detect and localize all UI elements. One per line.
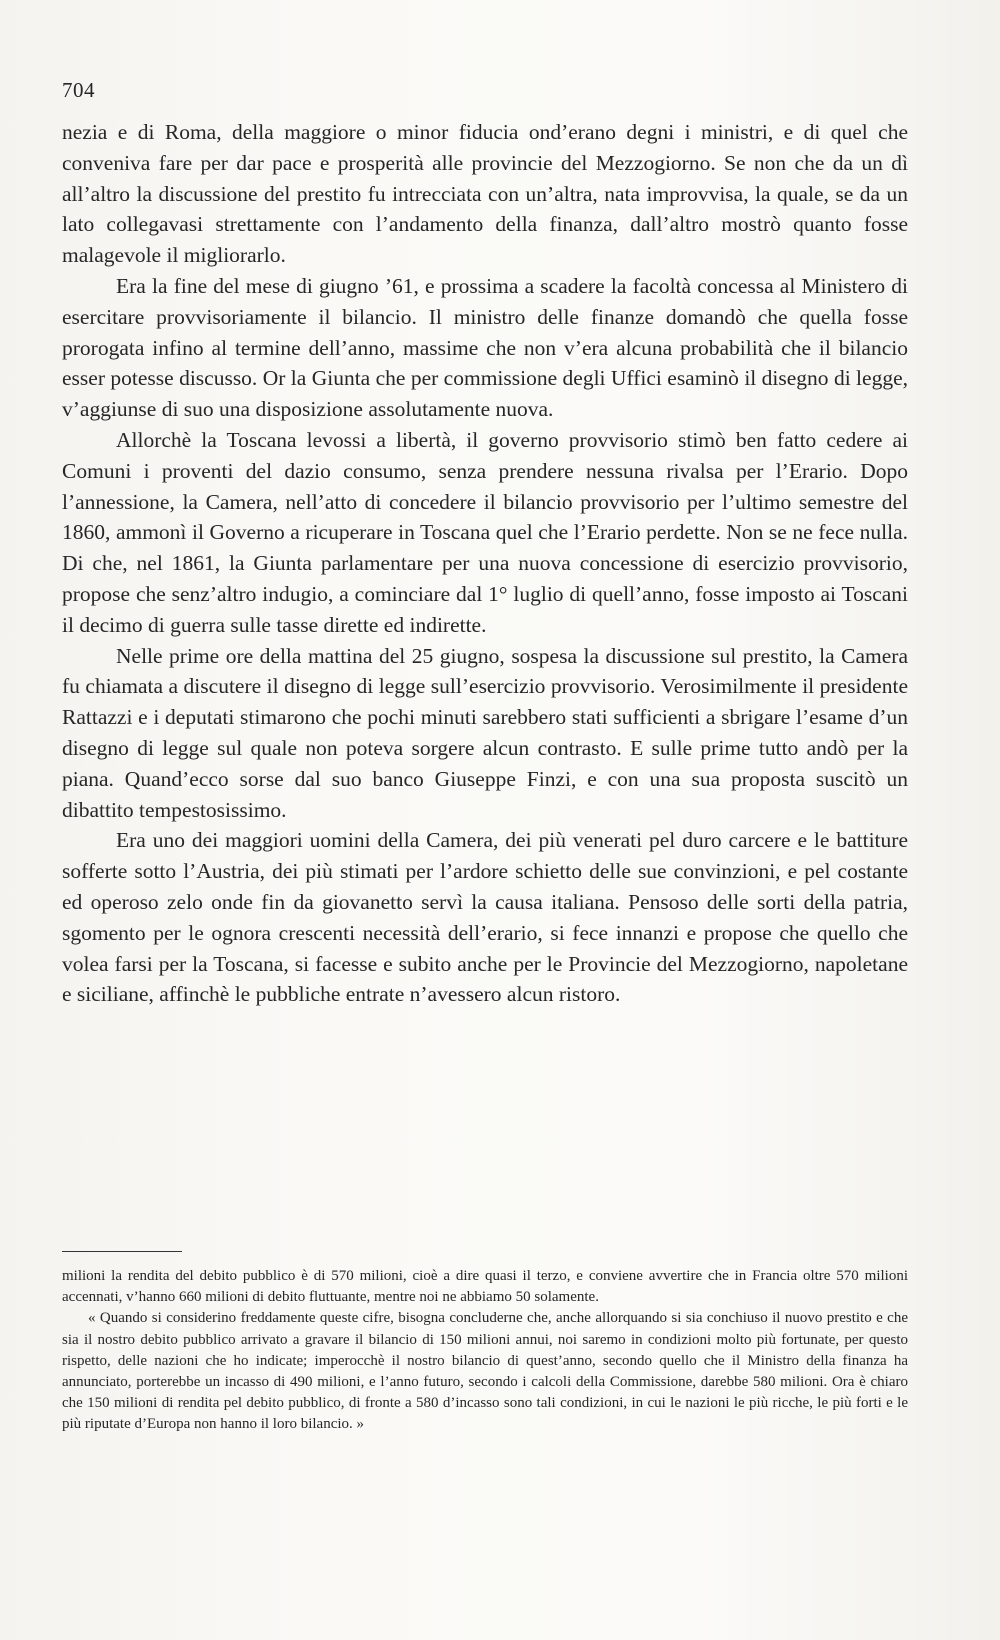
- paragraph: Era uno dei maggiori uomini della Camera, dei più venerati pel duro carcere e le battiture sofferte sotto l’Austria, dei più stimati per l’ardore schietto delle sue convinzioni, e pel costante ed operoso zelo onde fin da giovanetto servì la causa italiana. Pensoso delle sorti della patria, sgomento per le ognora crescenti necessità dell’erario, si fece innanzi e propose che quello che volea farsi per la Toscana, si facesse e subito anche per le Provincie del Mezzogiorno, napoletane e siciliane, affinchè le pubbliche entrate n’avessero alcun ristoro.: [62, 828, 908, 1007]
- page-number: 704: [62, 78, 95, 102]
- paragraph: Era la fine del mese di giugno ’61, e prossima a scadere la facoltà concessa al Ministero di esercitare provvisoriamente il bilancio. Il ministro delle finanze domandò che quella fosse prorogata infino al termine dell’anno, massime che non v’era alcuna probabilità che il bilancio esser potesse discusso. Or la Giunta che per commissione degli Uffici esaminò il disegno di legge, v’aggiunse di suo una disposizione assolutamente nuova.: [62, 273, 908, 422]
- main-text: [62, 117, 908, 1010]
- paragraph: Allorchè la Toscana levossi a libertà, il governo provvisorio stimò ben fatto cedere ai Comuni i proventi del dazio consumo, senza prendere nessuna rivalsa per l’Erario. Dopo l’annessione, la Camera, nell’atto di concedere il bilancio provvisorio per l’ultimo semestre del 1860, ammonì il Governo a ricuperare in Toscana quel che l’Erario perdette. Non se ne fece nulla. Di che, nel 1861, la Giunta parlamentare per una nuova concessione di esercizio provvisorio, propose che senz’altro indugio, a cominciare dal 1° luglio di quell’anno, fosse imposto ai Toscani il decimo di guerra sulle tasse dirette ed indirette.: [62, 427, 908, 637]
- footnote-paragraph: milioni la rendita del debito pubblico è di 570 milioni, cioè a dire quasi il terzo, e conviene avvertire che in Francia oltre 570 milioni accennati, v’hanno 660 milioni di debito fluttuante, mentre noi ne abbiamo 50 solamente.: [62, 1268, 908, 1306]
- footnote-divider: [62, 1251, 182, 1252]
- paragraph: nezia e di Roma, della maggiore o minor fiducia ond’erano degni i ministri, e di quel che conveniva fare per dar pace e prosperità alle provincie del Mezzogiorno. Se non che da un dì all’altro la discussione del prestito fu intrecciata con un’altra, nata improvvisa, la quale, se da un lato collegavasi strettamente con l’andamento della finanza, dall’altro mostrò quanto fosse malagevole il migliorarlo.: [62, 120, 908, 268]
- paragraph: Nelle prime ore della mattina del 25 giugno, sospesa la discussione sul prestito, la Camera fu chiamata a discutere il disegno di legge sull’esercizio provvisorio. Verosimilmente il presidente Rattazzi e i deputati stimarono che pochi minuti sarebbero stati sufficienti a sbrigare l’esame d’un disegno di legge sul quale non poteva sorgere alcun contrasto. E sulle prime tutto andò per la piana. Quand’ecco sorse dal suo banco Giuseppe Finzi, e con una sua proposta suscitò un dibattito tempestosissimo.: [62, 643, 908, 822]
- footnotes: [62, 1266, 908, 1436]
- footnote-paragraph: « Quando si considerino freddamente queste cifre, bisogna concluderne che, anche allorquando si sia conchiuso il nuovo prestito e che sia il nostro debito pubblico arrivato a gravare il bilancio di 150 milioni annui, noi saremo in condizioni molto più fortunate, per questo rispetto, delle nazioni che ho indicate; imperocchè il nostro bilancio di quest’anno, secondo quello che il Ministro della finanza ha annunciato, porterebbe un incasso di 490 milioni, e l’anno futuro, secondo i calcoli della Commissione, darebbe 580 milioni. Ora è chiaro che 150 milioni di rendita pel debito pubblico, di fronte a 580 d’incasso sono tali condizioni, in cui le nazioni le più ricche, le più forti e le più riputate d’Europa non hanno il loro bilancio. »: [62, 1310, 908, 1433]
